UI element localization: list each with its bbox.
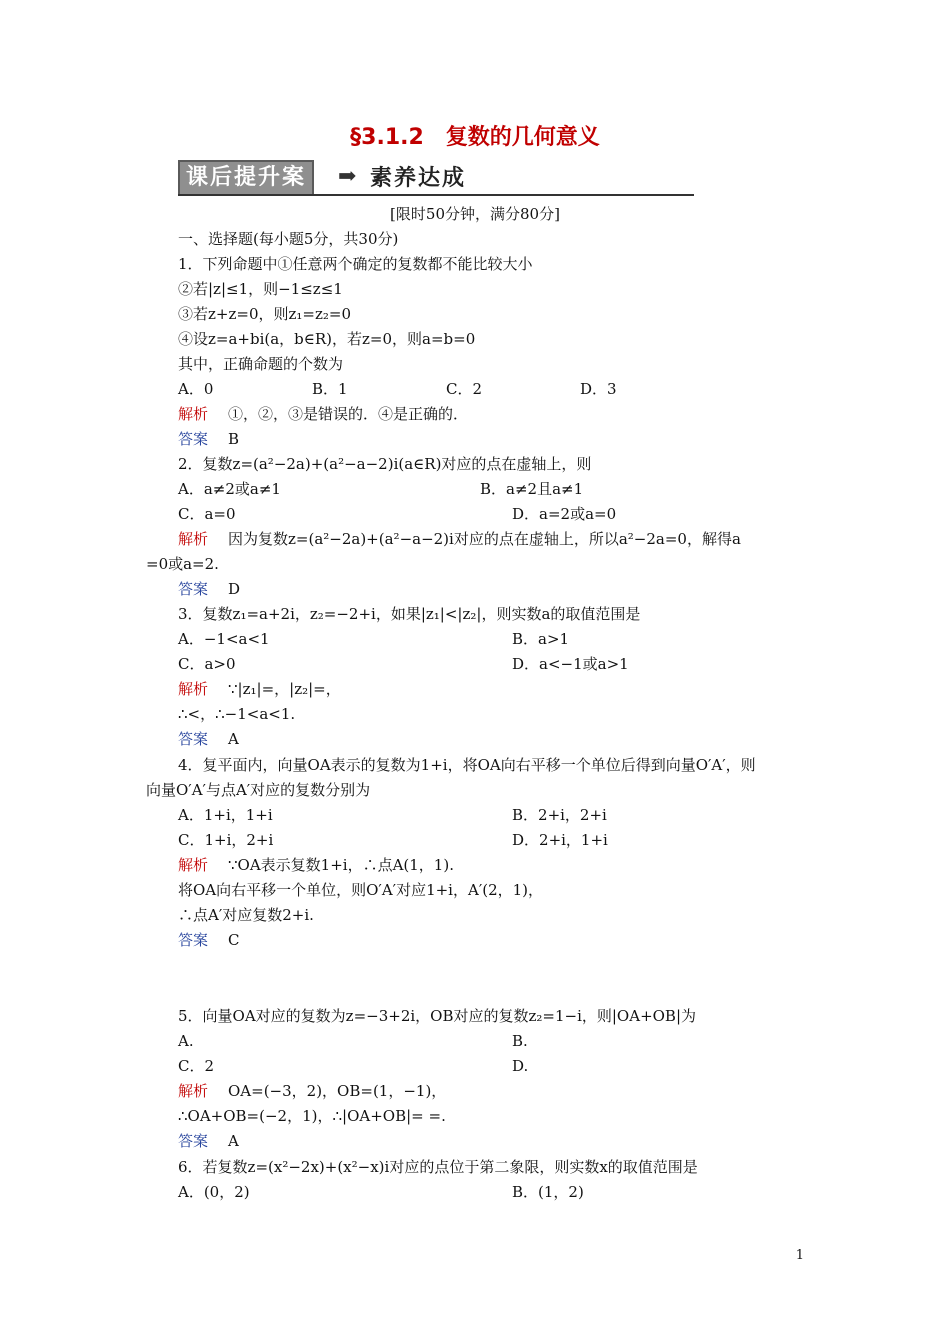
text-line: ∵OA表示复数1+i，∴点A(1，1). xyxy=(228,856,454,874)
text-line: B. xyxy=(512,1032,528,1050)
answer-label: 答案 xyxy=(178,931,209,949)
answer-label: 答案 xyxy=(178,1132,209,1150)
text-line: 6．若复数z=(x²−2x)+(x²−x)i对应的点位于第二象限，则实数x的取值范围是 xyxy=(178,1158,698,1176)
text-line: ④设z=a+bi(a，b∈R)，若z=0，则a=b=0 xyxy=(178,330,476,348)
text-line: 1．下列命题中①任意两个确定的复数都不能比较大小 xyxy=(178,255,533,273)
text-line: 将OA向右平移一个单位，则O′A′对应1+i，A′(2，1)， xyxy=(178,881,544,899)
text-line: ∴OA+OB=(−2，1)，∴|OA+OB|= =. xyxy=(178,1107,446,1125)
text-line: D．2+i，1+i xyxy=(512,831,608,849)
text-line: A．1+i，1+i xyxy=(178,806,273,824)
text-line: B．1 xyxy=(312,380,348,398)
text-line: D xyxy=(228,580,241,598)
text-line: A．−1<a<1 xyxy=(178,630,270,648)
analysis-label: 解析 xyxy=(178,680,209,698)
text-line: ②若|z|≤1，则−1≤z≤1 xyxy=(178,280,343,298)
banner-subtitle: 素养达成 xyxy=(370,166,467,191)
text-line: A．0 xyxy=(178,380,214,398)
text-line: C．1+i，2+i xyxy=(178,831,274,849)
arrow-right-icon: ➡ xyxy=(338,164,357,189)
text-line: 5．向量OA对应的复数为z=−3+2i，OB对应的复数z₂=1−i，则|OA+OB|为 xyxy=(178,1007,697,1025)
answer-label: 答案 xyxy=(178,580,209,598)
text-line: 因为复数z=(a²−2a)+(a²−a−2)i对应的点在虚轴上，所以a²−2a=0，解得a xyxy=(228,530,741,548)
text-line: 一、选择题(每小题5分，共30分) xyxy=(178,230,399,248)
text-line: D. xyxy=(512,1057,529,1075)
text-line: A．a≠2或a≠1 xyxy=(178,480,281,498)
text-line: A. xyxy=(178,1032,194,1050)
answer-label: 答案 xyxy=(178,430,209,448)
text-line: ①，②，③是错误的．④是正确的． xyxy=(228,405,469,423)
text-line: D．3 xyxy=(580,380,617,398)
text-line: D．a=2或a=0 xyxy=(512,505,617,523)
text-line: 4．复平面内，向量OA表示的复数为1+i，将OA向右平移一个单位后得到向量O′A′，则 xyxy=(178,756,756,774)
analysis-label: 解析 xyxy=(178,856,209,874)
time-limit-note: [限时50分钟，满分80分] xyxy=(390,205,560,223)
text-line: 2．复数z=(a²−2a)+(a²−a−2)i(a∈R)对应的点在虚轴上，则 xyxy=(178,455,592,473)
text-line: 向量O′A′与点A′对应的复数分别为 xyxy=(146,781,371,799)
text-line: B．2+i，2+i xyxy=(512,806,607,824)
analysis-label: 解析 xyxy=(178,530,209,548)
text-line: A xyxy=(228,730,239,748)
text-line: ∴点A′对应复数2+i. xyxy=(178,906,314,924)
text-line: B xyxy=(228,430,240,448)
analysis-label: 解析 xyxy=(178,405,209,423)
text-line: C．2 xyxy=(446,380,483,398)
text-line: C xyxy=(228,931,240,949)
text-line: B．a≠2且a≠1 xyxy=(480,480,584,498)
text-line: =0或a=2. xyxy=(146,555,219,573)
text-line: OA=(−3，2)，OB=(1，−1)， xyxy=(228,1082,447,1100)
text-line: D．a<−1或a>1 xyxy=(512,655,629,673)
section-banner xyxy=(178,160,694,194)
text-line: 其中，正确命题的个数为 xyxy=(178,355,344,373)
text-line: ∴<，∴−1<a<1. xyxy=(178,705,296,723)
text-line: ∵|z₁|=，|z₂|=， xyxy=(228,680,341,698)
text-line: A xyxy=(228,1132,239,1150)
text-line: B．a>1 xyxy=(512,630,570,648)
text-line: 3．复数z₁=a+2i，z₂=−2+i，如果|z₁|<|z₂|，则实数a的取值范围是 xyxy=(178,605,641,623)
text-line: A．(0，2) xyxy=(178,1183,250,1201)
text-line: B．(1，2) xyxy=(512,1183,584,1201)
text-line: ③若z+z=0，则z₁=z₂=0 xyxy=(178,305,351,323)
text-line: C．a=0 xyxy=(178,505,236,523)
page-number: 1 xyxy=(795,1248,804,1263)
text-line: C．a>0 xyxy=(178,655,236,673)
banner-rule xyxy=(178,194,694,196)
analysis-label: 解析 xyxy=(178,1082,209,1100)
banner-label: 课后提升案 xyxy=(178,160,314,196)
text-line: C．2 xyxy=(178,1057,215,1075)
page-title: §3.1.2 复数的几何意义 xyxy=(350,125,600,150)
answer-label: 答案 xyxy=(178,730,209,748)
